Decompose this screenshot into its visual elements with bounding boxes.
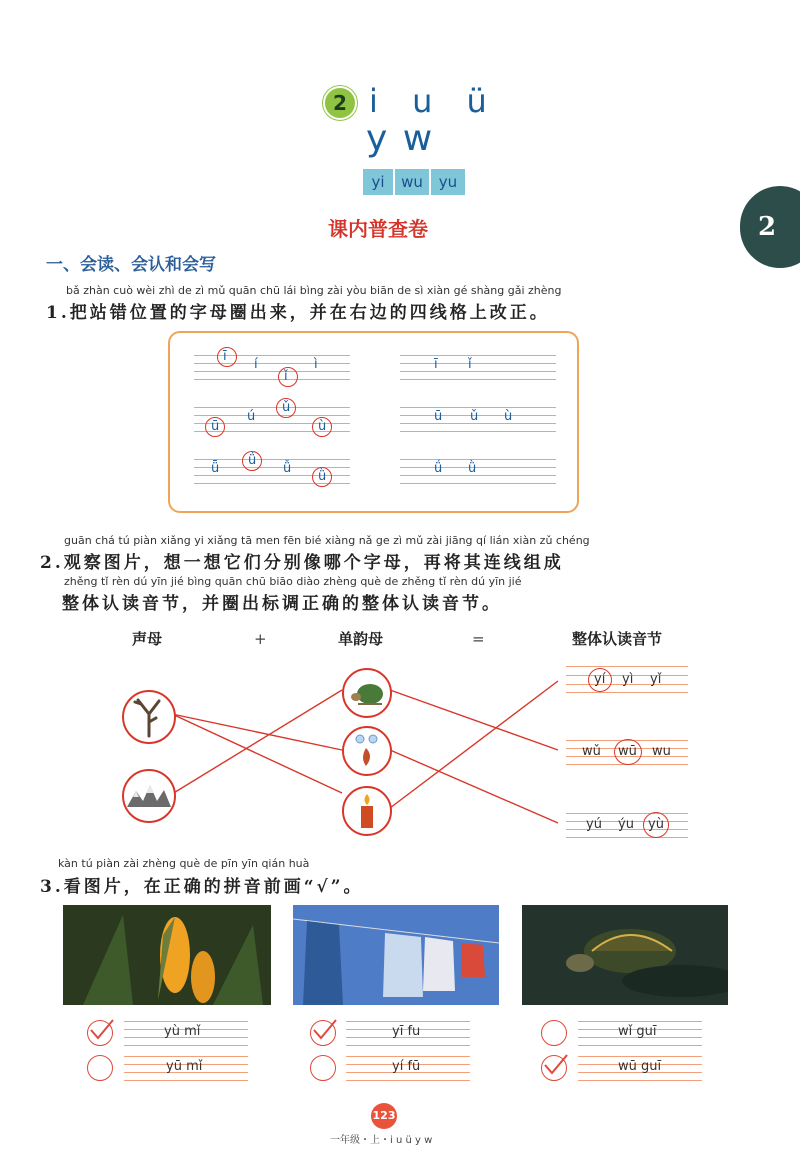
syllable-option: wū	[618, 744, 637, 759]
q2-pinyin-1: guān chá tú piàn xiǎng yi xiǎng tā men fēn bié xiàng nǎ ge zì mǔ zài jiāng qí lián xiàn zǔ chéng	[64, 534, 590, 547]
syllable-option: yú	[586, 817, 602, 832]
q1-mark: ū	[211, 419, 220, 434]
syllable-option: yù	[648, 817, 664, 832]
q1-mark: ǐ	[284, 369, 288, 384]
chapter-tab: 2	[740, 186, 800, 268]
lesson-initials: y w	[366, 118, 435, 159]
footer-caption: 一年级・上・i u ü y w	[330, 1135, 433, 1146]
lesson-number-badge: 2	[323, 86, 357, 120]
lesson-letters: i u ü	[369, 82, 499, 120]
q1-mark: ù	[318, 419, 327, 434]
mountains-w-image	[122, 769, 176, 823]
syllable-option: wu	[652, 744, 671, 759]
col-syllable: 整体认读音节	[572, 630, 663, 648]
option-checkbox[interactable]	[541, 1020, 567, 1046]
option-text: yū mǐ	[166, 1059, 203, 1074]
corn-photo	[63, 905, 271, 1005]
option-text: yí fū	[392, 1059, 421, 1074]
page-number: 123	[371, 1103, 397, 1129]
q3-pinyin: kàn tú piàn zài zhèng què de pīn yīn qián huà	[58, 857, 310, 870]
q1-mark: ǔ	[282, 400, 291, 415]
q2-text-2: 整体认读音节，并圈出标调正确的整体认读音节。	[62, 594, 502, 614]
syllable-option: wǔ	[582, 744, 601, 759]
q1-mark: í	[254, 357, 258, 372]
q1-mark: ǘ	[248, 453, 257, 468]
q1-mark: ī	[223, 349, 227, 364]
q1-correction: ù	[504, 409, 513, 424]
turtle-photo	[522, 905, 728, 1005]
q1-text: 1.把站错位置的字母圈出来，并在右边的四线格上改正。	[46, 303, 550, 323]
q1-mark: ǜ	[318, 469, 327, 484]
q1-correction: ǜ	[468, 461, 477, 476]
syllable-box-yu: yu	[431, 169, 465, 195]
option-text: wǐ guī	[618, 1024, 657, 1039]
syllable-box-yi: yi	[363, 169, 393, 195]
option-checkbox[interactable]	[310, 1055, 336, 1081]
q1-mark: ǚ	[283, 461, 292, 476]
fish-bubbles-ü-image	[342, 726, 392, 776]
syllable-option: ýu	[618, 817, 634, 832]
turtle-u-image	[342, 668, 392, 718]
plus-sign: +	[254, 630, 267, 648]
equals-sign: =	[472, 630, 485, 648]
candle-i-image	[342, 786, 392, 836]
check-mark-icon	[310, 1016, 338, 1044]
q1-mark: ǖ	[211, 461, 220, 476]
twig-y-image	[122, 690, 176, 744]
q1-correction: ǘ	[434, 461, 443, 476]
option-checkbox[interactable]	[87, 1055, 113, 1081]
q1-correction: ǐ	[468, 357, 472, 372]
clothes-photo	[293, 905, 499, 1005]
q1-pinyin: bǎ zhàn cuò wèi zhì de zì mǔ quān chū lái bìng zài yòu biān de sì xiàn gé shàng gǎi zhèng	[66, 284, 562, 297]
q3-text: 3.看图片，在正确的拼音前画“√”。	[40, 877, 364, 897]
option-text: wū guī	[618, 1059, 662, 1074]
section-title: 课内普查卷	[328, 217, 428, 241]
q1-correction: ī	[434, 357, 438, 372]
syllable-box-wu: wu	[395, 169, 429, 195]
q1-mark: ú	[247, 409, 256, 424]
q2-pinyin-2: zhěng tǐ rèn dú yīn jié bìng quān chū biāo diào zhèng què de zhěng tǐ rèn dú yīn jié	[64, 575, 522, 588]
option-text: yī fu	[392, 1024, 421, 1039]
q1-mark: ì	[314, 357, 318, 372]
check-mark-icon	[541, 1051, 569, 1079]
check-mark-icon	[87, 1016, 115, 1044]
syllable-option: yí	[594, 672, 606, 687]
q1-correction: ū	[434, 409, 443, 424]
col-final: 单韵母	[338, 630, 384, 648]
col-initial: 声母	[132, 630, 163, 648]
syllable-option: yǐ	[650, 672, 662, 687]
q1-correction: ǔ	[470, 409, 479, 424]
option-text: yù mǐ	[164, 1024, 201, 1039]
q2-text-1: 2.观察图片，想一想它们分别像哪个字母，再将其连线组成	[40, 553, 564, 573]
syllable-option: yì	[622, 672, 634, 687]
part-title: 一、会读、会认和会写	[46, 255, 216, 275]
